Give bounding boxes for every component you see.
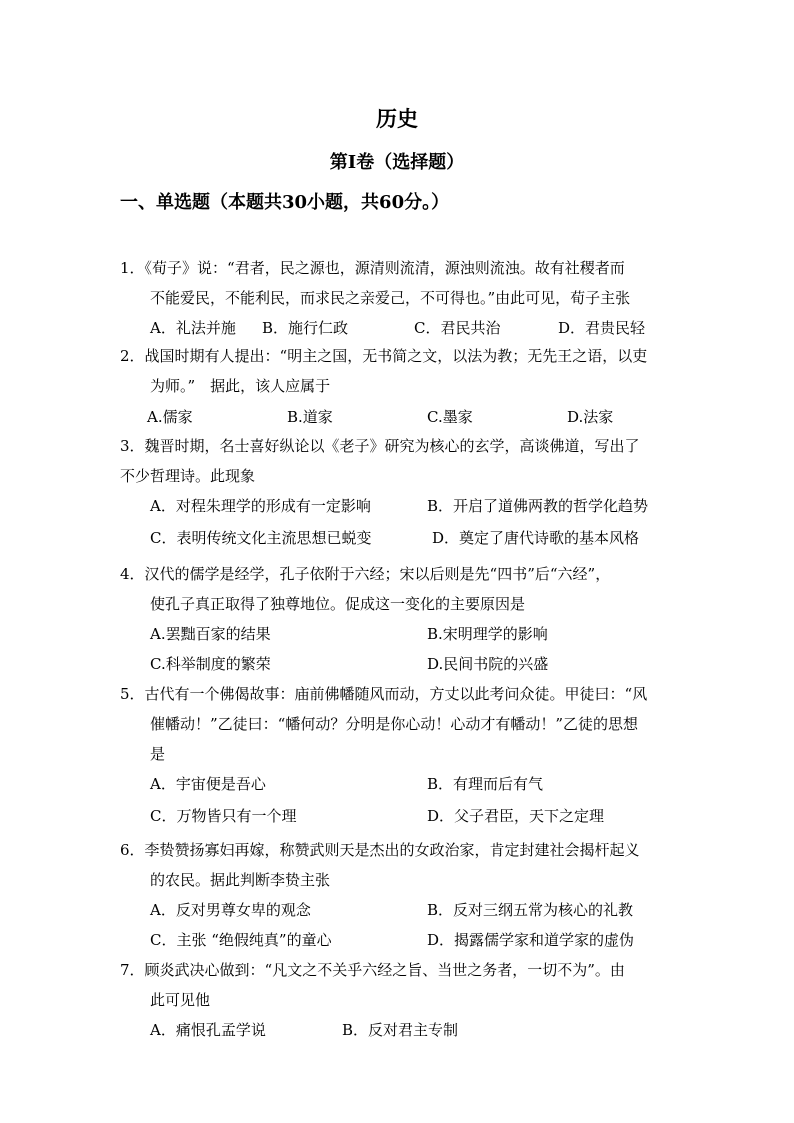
question-4-option-c: C.科举制度的繁荣 — [150, 655, 271, 673]
question-4-option-d: D.民间书院的兴盛 — [427, 655, 549, 673]
question-1-option-d: D．君贵民轻 — [558, 319, 646, 337]
question-7-line-1: 7．顾炎武决心做到：“凡文之不关乎六经之旨、当世之务者，一切不为”。由 — [120, 961, 625, 979]
question-3-line-1: 3．魏晋时期，名士喜好纵论以《老子》研究为核心的玄学，高谈佛道，写出了 — [120, 437, 640, 455]
question-2-option-b: B.道家 — [287, 408, 333, 426]
question-6-option-a: A．反对男尊女卑的观念 — [150, 901, 311, 919]
question-5-option-b: B．有理而后有气 — [427, 775, 544, 793]
question-2-line-2: 为师。” 据此，该人应属于 — [150, 377, 331, 395]
question-5-option-a: A．宇宙便是吾心 — [150, 775, 266, 793]
question-5-line-2: 催幡动！”乙徒曰：“幡何动？分明是你心动！心动才有幡动！”乙徒的思想 — [150, 715, 639, 733]
question-2-line-1: 2．战国时期有人提出：“明主之国，无书简之文，以法为教；无先王之语，以吏 — [120, 347, 648, 365]
question-6-option-d: D．揭露儒学家和道学家的虚伪 — [427, 931, 635, 949]
question-4-line-1: 4．汉代的儒学是经学，孔子依附于六经；宋以后则是先“四书”后“六经”， — [120, 565, 611, 583]
question-1-line-2: 不能爱民，不能利民，而求民之亲爱己，不可得也。”由此可见，荀子主张 — [150, 289, 631, 307]
question-6-option-c: C．主张 “绝假纯真”的童心 — [150, 931, 332, 949]
question-1-option-a: A．礼法并施 — [150, 319, 236, 337]
question-3-option-c: C．表明传统文化主流思想已蜕变 — [150, 529, 372, 547]
question-7-option-a: A．痛恨孔孟学说 — [150, 1021, 266, 1039]
question-2-option-c: C.墨家 — [427, 408, 473, 426]
question-1-option-b: B．施行仁政 — [262, 319, 349, 337]
question-3-option-b: B．开启了道佛两教的哲学化趋势 — [427, 497, 649, 515]
question-1-option-c: C．君民共治 — [414, 319, 501, 337]
question-3-option-a: A．对程朱理学的形成有一定影响 — [150, 497, 371, 515]
question-6-option-b: B．反对三纲五常为核心的礼教 — [427, 901, 634, 919]
question-3-line-2: 不少哲理诗。此现象 — [120, 467, 256, 485]
page-subtitle: 第I卷（选择题） — [329, 152, 465, 173]
question-1-line-1: 1．《荀子》说：“君者，民之源也，源清则流清，源浊则流浊。故有社稷者而 — [120, 259, 625, 277]
question-5-option-c: C．万物皆只有一个理 — [150, 807, 297, 825]
question-5-option-d: D．父子君臣，天下之定理 — [427, 807, 605, 825]
question-6-line-1: 6．李贽赞扬寡妇再嫁，称赞武则天是杰出的女政治家，肯定封建社会揭杆起义 — [120, 841, 640, 859]
question-4-option-a: A.罢黜百家的结果 — [150, 625, 271, 643]
question-5-line-3: 是 — [150, 745, 166, 763]
question-4-line-2: 使孔子真正取得了独尊地位。促成这一变化的主要原因是 — [150, 595, 526, 613]
question-2-option-a: A.儒家 — [147, 408, 193, 426]
question-4-option-b: B.宋明理学的影响 — [427, 625, 548, 643]
question-7-option-b: B．反对君主专制 — [342, 1021, 459, 1039]
question-2-option-d: D.法家 — [567, 408, 614, 426]
question-5-line-1: 5．古代有一个佛偈故事：庙前佛幡随风而动，方丈以此考问众徒。甲徒曰：“风 — [120, 685, 648, 703]
page-title: 历史 — [376, 106, 418, 131]
question-7-line-2: 此可见他 — [150, 991, 211, 1009]
section-heading: 一、单选题（本题共30小题，共60分。） — [120, 192, 450, 213]
question-6-line-2: 的农民。据此判断李贽主张 — [150, 871, 331, 889]
question-3-option-d: D．奠定了唐代诗歌的基本风格 — [432, 529, 640, 547]
